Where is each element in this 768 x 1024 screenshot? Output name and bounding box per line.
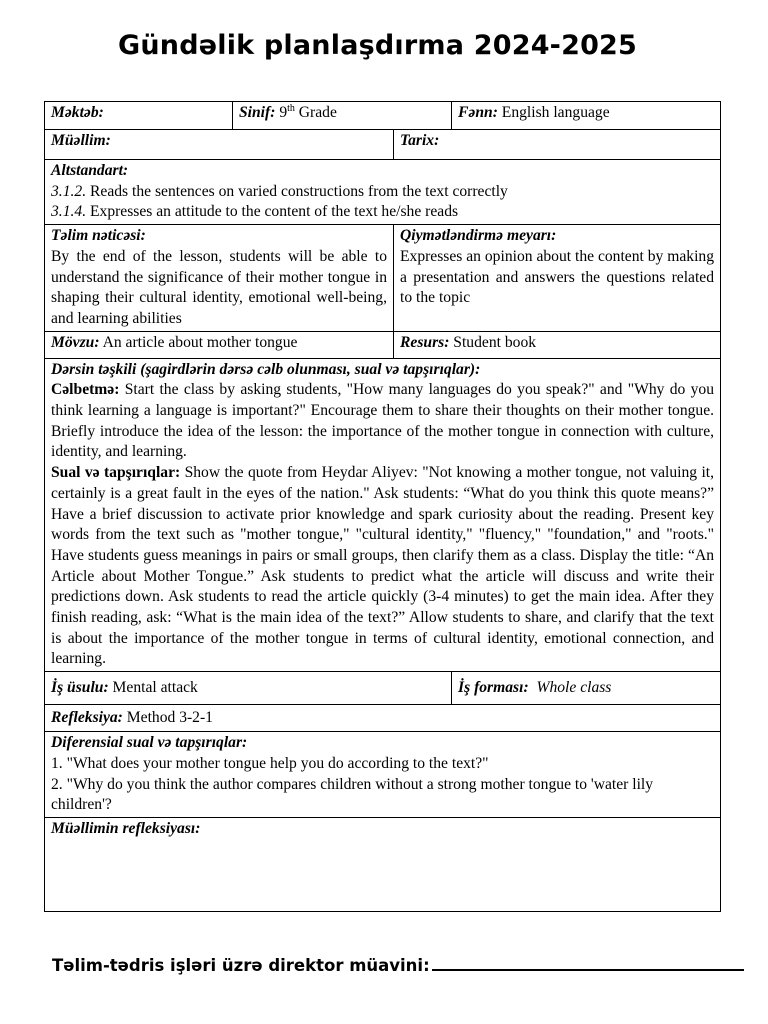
class-label: Sinif: (239, 104, 276, 121)
substandard-item (51, 202, 714, 223)
differential-cell (45, 732, 721, 818)
form-value: Whole class (528, 678, 612, 696)
school-label: Məktəb: (51, 104, 104, 121)
form-label: İş forması: (458, 678, 529, 696)
differential-item: 1. "What does your mother tongue help you do according to the text?" (51, 754, 489, 772)
reflection-value: Method 3-2-1 (122, 708, 213, 726)
organization-cell (45, 358, 721, 672)
row-outcome-criteria (45, 225, 721, 332)
topic-label: Mövzu: (51, 333, 100, 351)
lesson-plan-table (44, 101, 721, 912)
teacher-cell (45, 130, 394, 160)
substandard-code: 3.1.4. (51, 203, 87, 221)
class-ordinal: th (287, 102, 295, 114)
row-school-class-subject (45, 102, 721, 130)
subject-label: Fənn: (458, 104, 498, 121)
substandard-code: 3.1.2. (51, 182, 87, 200)
school-cell (45, 102, 233, 130)
page-title: Gündəlik planlaşdırma 2024-2025 (118, 30, 638, 61)
substandard-label: Altstandart: (51, 162, 129, 179)
class-cell (233, 102, 452, 130)
motivation-paragraph (51, 380, 714, 463)
tasks-text: Show the quote from Heydar Aliyev: "Not knowing a mother tongue, not valuing it, certainly is a great fault in the eyes of the nation." Ask students: “What do you think this quote means?” Have a brief discussion to activate prior knowledge and spark curiosity about the reading. Present key words from the text such as "mother tongue," "cultural identity," "fluency," "foundation," and "roots." Have students guess meanings in pairs or small groups, then clarify them as a class. Display the title: “An Article about Mother Tongue.” Ask students to predict what the article will discuss and write their predictions down. Ask students to read the article quickly (3-4 minutes) to get the main idea. After they finish reading, ask: “What is the main idea of the text?” Allow students to share, and clarify that the text is about the importance of the mother tongue in terms of cultural identity, emotional connection, and learning. (51, 464, 715, 668)
row-method-form (45, 672, 721, 705)
deputy-director-label: Təlim-tədris işləri üzrə direktor müavini: (52, 956, 430, 975)
row-organization (45, 358, 721, 672)
criteria-cell (394, 225, 721, 332)
criteria-text: Expresses an opinion about the content by making a presentation and answers the questions related to the topic (400, 247, 715, 307)
tasks-label: Sual və tapşırıqlar: (51, 464, 181, 482)
criteria-label: Qiymətləndirmə meyarı: (400, 227, 557, 245)
substandard-cell (45, 160, 721, 225)
form-cell (452, 672, 721, 705)
row-reflection (45, 705, 721, 732)
row-substandard (45, 160, 721, 225)
teacher-reflection-cell (45, 817, 721, 911)
row-topic-resource (45, 331, 721, 358)
method-value: Mental attack (108, 678, 198, 696)
date-label: Tarix: (400, 132, 440, 149)
date-cell (394, 130, 721, 160)
topic-cell (45, 331, 394, 358)
resource-value: Student book (449, 333, 537, 351)
class-number: 9 (279, 104, 288, 121)
substandard-text: Expresses an attitude to the content of the text he/she reads (86, 203, 459, 221)
resource-cell (394, 331, 721, 358)
reflection-label: Refleksiya: (51, 708, 123, 726)
teacher-reflection-label: Müəllimin refleksiyası: (51, 819, 201, 837)
organization-label: Dərsin təşkili (şagirdlərin dərsə cəlb olunması, sual və tapşırıqlar): (51, 360, 481, 378)
tasks-paragraph (51, 463, 714, 670)
row-teacher-date (45, 130, 721, 160)
outcome-text: By the end of the lesson, students will be able to understand the significance of their mother tongue in shaping their cultural identity, emotional well-being, and learning abilities (51, 247, 387, 327)
teacher-label: Müəllim: (51, 132, 111, 149)
signature-line (432, 955, 744, 971)
subject-cell (452, 102, 721, 130)
deputy-director-signature (52, 955, 744, 975)
method-label: İş üsulu: (51, 678, 109, 696)
resource-label: Resurs: (400, 333, 450, 351)
method-cell (45, 672, 452, 705)
outcome-cell (45, 225, 394, 332)
topic-value: An article about mother tongue (99, 333, 298, 351)
differential-item: 2. "Why do you think the author compares children without a strong mother tongue to 'water lily children'? (51, 775, 654, 814)
subject-value: English language (497, 104, 610, 121)
row-differential (45, 732, 721, 818)
motivation-text: Start the class by asking students, "How many languages do you speak?" and "Why do you think learning a language is important?" Encourage them to share their thoughts on their mother tongue. Briefly introduce the idea of the lesson: the importance of the mother tongue in connection with culture, identity, and learning. (51, 381, 715, 461)
class-text: Grade (294, 104, 337, 121)
substandard-text: Reads the sentences on varied constructions from the text correctly (86, 182, 508, 200)
substandard-item (51, 182, 714, 203)
reflection-cell (45, 705, 721, 732)
differential-label: Diferensial sual və tapşırıqlar: (51, 734, 248, 752)
row-teacher-reflection (45, 817, 721, 911)
motivation-label: Cəlbetmə: (51, 381, 120, 399)
outcome-label: Təlim nəticəsi: (51, 227, 146, 245)
